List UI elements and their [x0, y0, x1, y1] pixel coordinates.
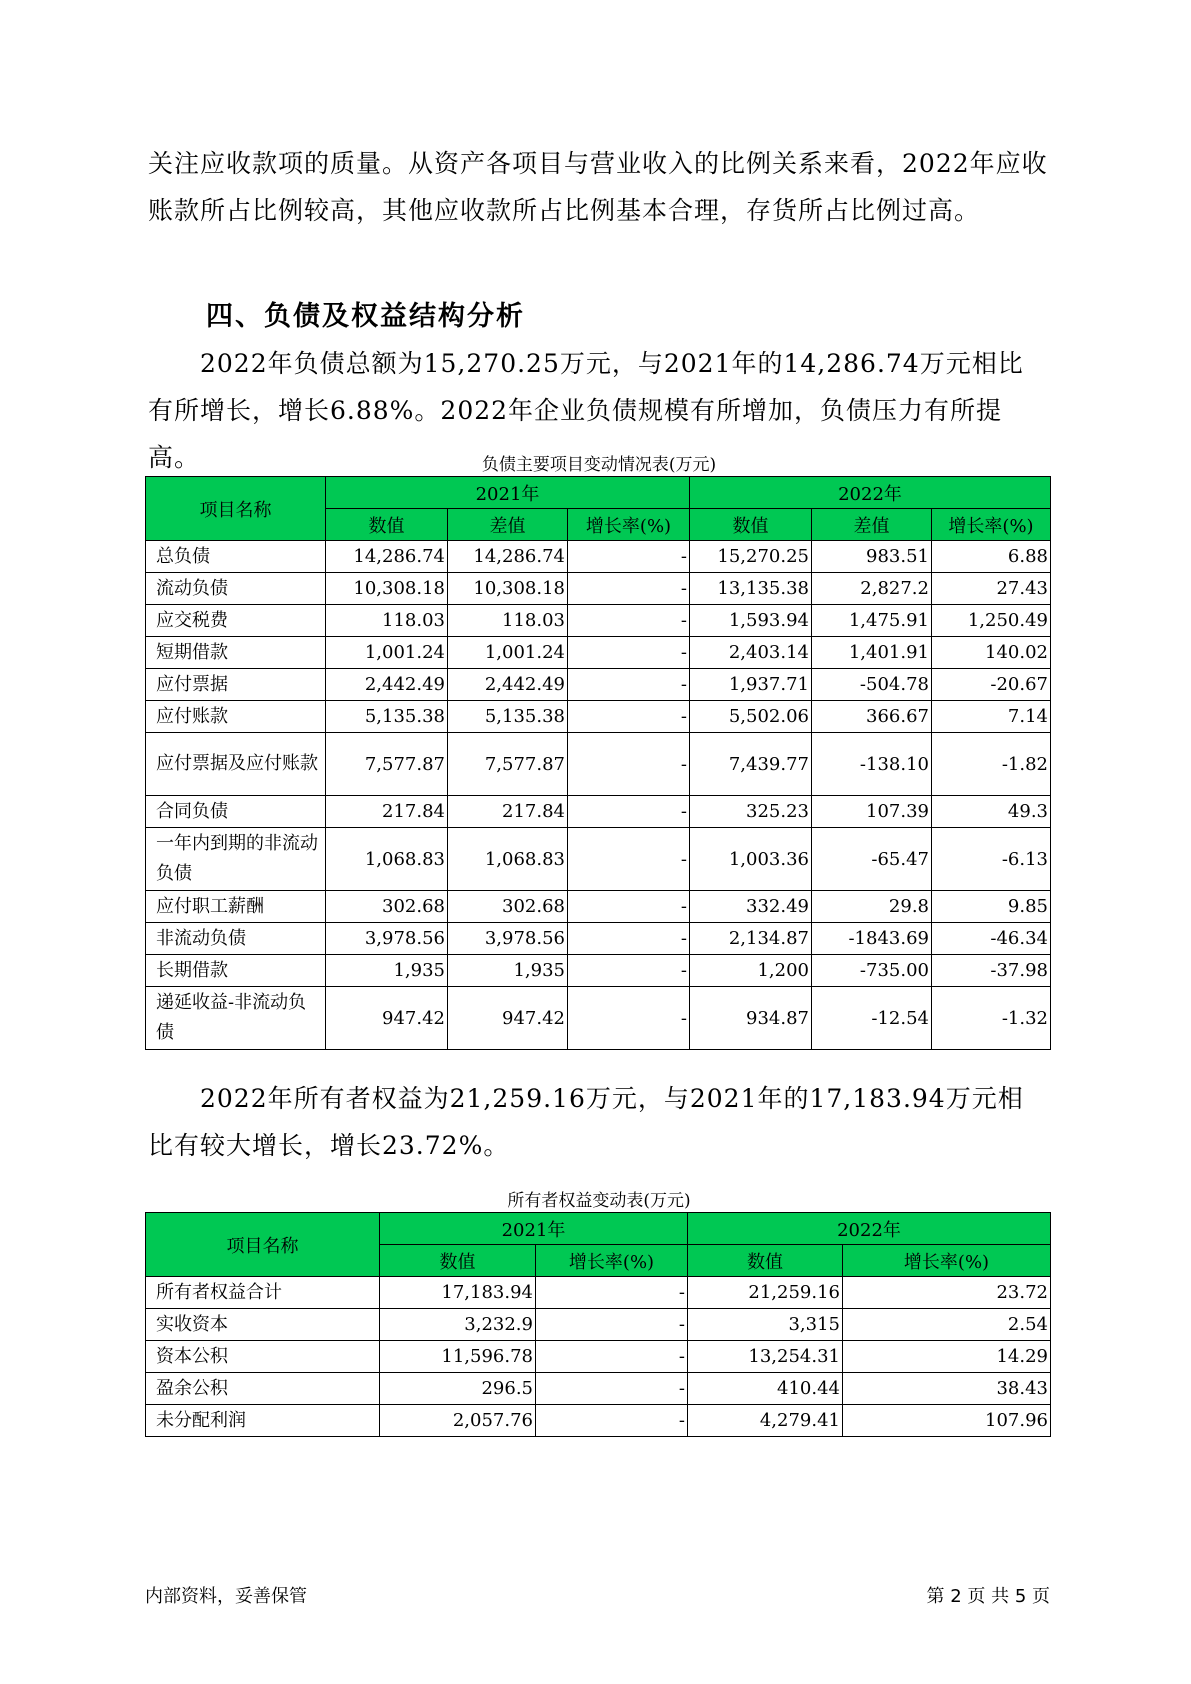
- header-diff-2022: 差值: [812, 509, 932, 541]
- cell-diff-2021: 3,978.56: [448, 923, 568, 955]
- cell-diff-2021: 1,068.83: [448, 828, 568, 891]
- table-row: [146, 1309, 1051, 1341]
- table-row: [146, 891, 1051, 923]
- cell-value-2021: 1,001.24: [326, 637, 448, 669]
- cell-value-2022: 13,135.38: [690, 573, 812, 605]
- footer-page-number: 第 2 页 共 5 页: [926, 1586, 1050, 1607]
- table-row: [146, 733, 1051, 796]
- cell-value-2021: 5,135.38: [326, 701, 448, 733]
- cell-diff-2022: -12.54: [812, 987, 932, 1050]
- footer-confidential-note: 内部资料，妥善保管: [145, 1586, 307, 1607]
- row-name: 应付票据: [146, 669, 326, 701]
- cell-value-2022: 332.49: [690, 891, 812, 923]
- table-row: [146, 796, 1051, 828]
- row-name: 应付账款: [146, 701, 326, 733]
- cell-diff-2022: 1,401.91: [812, 637, 932, 669]
- table-row: [146, 605, 1051, 637]
- cell-diff-2021: 2,442.49: [448, 669, 568, 701]
- cell-value-2021: 217.84: [326, 796, 448, 828]
- header-value-2021: 数值: [380, 1245, 536, 1277]
- cell-value-2022: 1,003.36: [690, 828, 812, 891]
- cell-value-2021: 118.03: [326, 605, 448, 637]
- cell-rate-2022: -37.98: [932, 955, 1051, 987]
- cell-rate-2021: -: [568, 828, 690, 891]
- cell-value-2021: 17,183.94: [380, 1277, 536, 1309]
- cell-rate-2021: -: [568, 733, 690, 796]
- cell-value-2022: 3,315: [688, 1309, 843, 1341]
- cell-value-2021: 3,232.9: [380, 1309, 536, 1341]
- cell-value-2021: 2,442.49: [326, 669, 448, 701]
- cell-value-2021: 1,935: [326, 955, 448, 987]
- row-name: 流动负债: [146, 573, 326, 605]
- cell-diff-2022: -735.00: [812, 955, 932, 987]
- cell-value-2021: 2,057.76: [380, 1405, 536, 1437]
- row-name: 实收资本: [146, 1309, 380, 1341]
- cell-diff-2022: 107.39: [812, 796, 932, 828]
- cell-diff-2021: 14,286.74: [448, 541, 568, 573]
- equity-table: [145, 1212, 1051, 1437]
- cell-value-2021: 296.5: [380, 1373, 536, 1405]
- cell-rate-2022: -1.82: [932, 733, 1051, 796]
- cell-diff-2021: 217.84: [448, 796, 568, 828]
- cell-value-2022: 2,403.14: [690, 637, 812, 669]
- cell-value-2022: 4,279.41: [688, 1405, 843, 1437]
- header-year-2021: 2021年: [326, 477, 690, 509]
- row-name: 短期借款: [146, 637, 326, 669]
- cell-rate-2021: -: [568, 923, 690, 955]
- table-row: [146, 1373, 1051, 1405]
- row-name: 一年内到期的非流动负债: [146, 828, 326, 891]
- cell-diff-2021: 1,935: [448, 955, 568, 987]
- cell-rate-2022: 107.96: [843, 1405, 1051, 1437]
- paragraph-receivables: 关注应收款项的质量。从资产各项目与营业收入的比例关系来看，2022年应收账款所占比例较高，其他应收款所占比例基本合理，存货所占比例过高。: [148, 149, 1048, 225]
- cell-rate-2022: -46.34: [932, 923, 1051, 955]
- header-value-2022: 数值: [690, 509, 812, 541]
- cell-rate-2022: 6.88: [932, 541, 1051, 573]
- header-item-name: 项目名称: [146, 1213, 380, 1277]
- cell-value-2022: 7,439.77: [690, 733, 812, 796]
- cell-value-2022: 934.87: [690, 987, 812, 1050]
- cell-diff-2022: 2,827.2: [812, 573, 932, 605]
- cell-rate-2022: -6.13: [932, 828, 1051, 891]
- cell-rate-2022: 38.43: [843, 1373, 1051, 1405]
- cell-value-2022: 410.44: [688, 1373, 843, 1405]
- row-name: 应交税费: [146, 605, 326, 637]
- table-row: [146, 923, 1051, 955]
- cell-diff-2021: 1,001.24: [448, 637, 568, 669]
- table-row: [146, 669, 1051, 701]
- cell-rate-2022: 9.85: [932, 891, 1051, 923]
- liability-table: [145, 476, 1051, 1050]
- table-row: [146, 987, 1051, 1050]
- cell-rate-2021: -: [536, 1309, 688, 1341]
- header-rate-2021: 增长率(%): [536, 1245, 688, 1277]
- cell-rate-2021: -: [536, 1373, 688, 1405]
- cell-rate-2021: -: [568, 796, 690, 828]
- header-year-2022: 2022年: [690, 477, 1051, 509]
- table-row: [146, 637, 1051, 669]
- cell-value-2022: 1,593.94: [690, 605, 812, 637]
- cell-rate-2021: -: [568, 541, 690, 573]
- header-rate-2022: 增长率(%): [843, 1245, 1051, 1277]
- cell-rate-2022: 1,250.49: [932, 605, 1051, 637]
- header-rate-2022: 增长率(%): [932, 509, 1051, 541]
- cell-value-2022: 325.23: [690, 796, 812, 828]
- cell-rate-2022: 140.02: [932, 637, 1051, 669]
- cell-value-2021: 10,308.18: [326, 573, 448, 605]
- liability-table-caption: 负债主要项目变动情况表(万元): [481, 455, 717, 475]
- table-row: [146, 1341, 1051, 1373]
- cell-rate-2021: -: [536, 1277, 688, 1309]
- cell-diff-2022: -65.47: [812, 828, 932, 891]
- cell-value-2021: 11,596.78: [380, 1341, 536, 1373]
- cell-value-2022: 15,270.25: [690, 541, 812, 573]
- header-diff-2021: 差值: [448, 509, 568, 541]
- cell-value-2021: 947.42: [326, 987, 448, 1050]
- cell-value-2022: 1,200: [690, 955, 812, 987]
- table-row: [146, 701, 1051, 733]
- cell-value-2022: 13,254.31: [688, 1341, 843, 1373]
- row-name: 递延收益-非流动负债: [146, 987, 326, 1050]
- cell-value-2022: 1,937.71: [690, 669, 812, 701]
- cell-rate-2021: -: [568, 573, 690, 605]
- cell-rate-2021: -: [568, 605, 690, 637]
- cell-value-2022: 21,259.16: [688, 1277, 843, 1309]
- cell-rate-2022: 49.3: [932, 796, 1051, 828]
- equity-table-caption: 所有者权益变动表(万元): [507, 1191, 691, 1211]
- table-row: [146, 573, 1051, 605]
- header-item-name: 项目名称: [146, 477, 326, 541]
- row-name: 非流动负债: [146, 923, 326, 955]
- cell-diff-2021: 5,135.38: [448, 701, 568, 733]
- cell-diff-2022: 366.67: [812, 701, 932, 733]
- table-row: [146, 955, 1051, 987]
- cell-value-2021: 14,286.74: [326, 541, 448, 573]
- cell-value-2022: 5,502.06: [690, 701, 812, 733]
- cell-value-2021: 7,577.87: [326, 733, 448, 796]
- paragraph-liabilities: 2022年负债总额为15,270.25万元，与2021年的14,286.74万元相比有所增长，增长6.88%。2022年企业负债规模有所增加，负债压力有所提高。: [148, 349, 1024, 472]
- row-name: 应付票据及应付账款: [146, 733, 326, 796]
- header-year-2021: 2021年: [380, 1213, 688, 1245]
- cell-diff-2021: 10,308.18: [448, 573, 568, 605]
- cell-rate-2022: 27.43: [932, 573, 1051, 605]
- cell-rate-2021: -: [568, 701, 690, 733]
- cell-value-2022: 2,134.87: [690, 923, 812, 955]
- cell-diff-2021: 302.68: [448, 891, 568, 923]
- cell-rate-2021: -: [568, 987, 690, 1050]
- cell-rate-2021: -: [568, 891, 690, 923]
- table-row: [146, 1277, 1051, 1309]
- cell-diff-2022: -504.78: [812, 669, 932, 701]
- cell-rate-2021: -: [568, 669, 690, 701]
- header-value-2021: 数值: [326, 509, 448, 541]
- cell-rate-2021: -: [568, 955, 690, 987]
- header-value-2022: 数值: [688, 1245, 843, 1277]
- header-year-2022: 2022年: [688, 1213, 1051, 1245]
- cell-rate-2021: -: [568, 637, 690, 669]
- row-name: 所有者权益合计: [146, 1277, 380, 1309]
- cell-diff-2022: 983.51: [812, 541, 932, 573]
- cell-diff-2021: 947.42: [448, 987, 568, 1050]
- cell-rate-2022: 7.14: [932, 701, 1051, 733]
- cell-value-2021: 3,978.56: [326, 923, 448, 955]
- row-name: 未分配利润: [146, 1405, 380, 1437]
- cell-rate-2021: -: [536, 1341, 688, 1373]
- cell-rate-2022: 14.29: [843, 1341, 1051, 1373]
- table-row: [146, 541, 1051, 573]
- row-name: 资本公积: [146, 1341, 380, 1373]
- row-name: 合同负债: [146, 796, 326, 828]
- cell-diff-2021: 7,577.87: [448, 733, 568, 796]
- paragraph-equity: 2022年所有者权益为21,259.16万元，与2021年的17,183.94万元相比有较大增长，增长23.72%。: [148, 1084, 1024, 1160]
- cell-rate-2022: 23.72: [843, 1277, 1051, 1309]
- row-name: 应付职工薪酬: [146, 891, 326, 923]
- cell-rate-2022: -1.32: [932, 987, 1051, 1050]
- row-name: 长期借款: [146, 955, 326, 987]
- cell-diff-2022: 29.8: [812, 891, 932, 923]
- table-row: [146, 1405, 1051, 1437]
- cell-rate-2021: -: [536, 1405, 688, 1437]
- cell-diff-2021: 118.03: [448, 605, 568, 637]
- cell-rate-2022: 2.54: [843, 1309, 1051, 1341]
- header-rate-2021: 增长率(%): [568, 509, 690, 541]
- cell-diff-2022: -138.10: [812, 733, 932, 796]
- cell-diff-2022: -1843.69: [812, 923, 932, 955]
- table-row: [146, 828, 1051, 891]
- section-heading: 四、负债及权益结构分析: [206, 301, 525, 332]
- cell-value-2021: 302.68: [326, 891, 448, 923]
- cell-diff-2022: 1,475.91: [812, 605, 932, 637]
- row-name: 总负债: [146, 541, 326, 573]
- row-name: 盈余公积: [146, 1373, 380, 1405]
- cell-rate-2022: -20.67: [932, 669, 1051, 701]
- cell-value-2021: 1,068.83: [326, 828, 448, 891]
